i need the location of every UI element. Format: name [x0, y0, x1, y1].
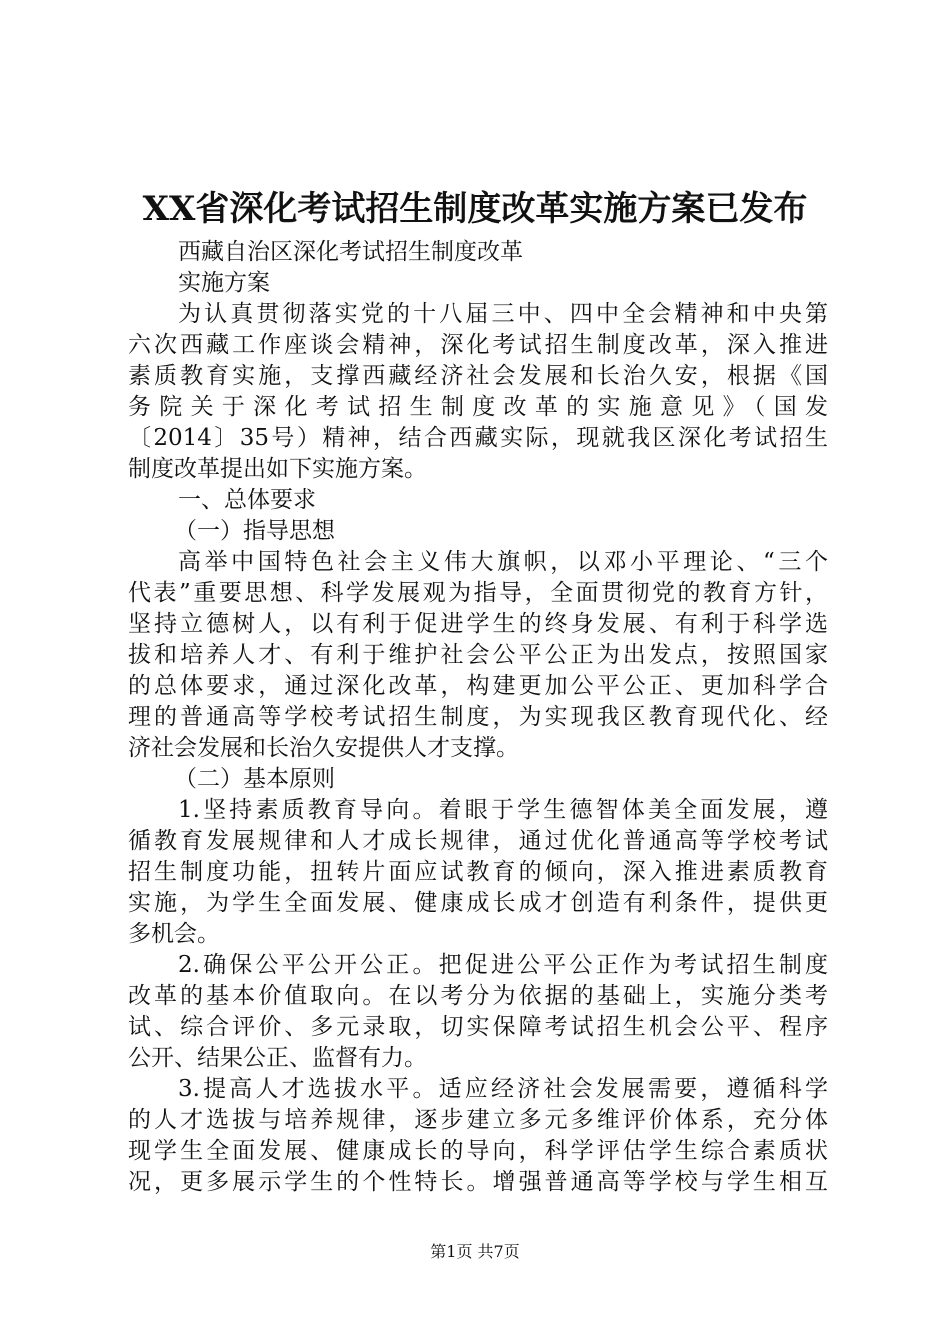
paragraph-line: 2.确保公平公开公正。把促进公平公正作为考试招生制度 [178, 952, 828, 978]
paragraph-line: 六次西藏工作座谈会精神，深化考试招生制度改革，深入推进 [128, 332, 828, 358]
paragraph-line: 制度改革提出如下实施方案。 [128, 456, 427, 482]
paragraph-line: 〔2014〕35号）精神，结合西藏实际，现就我区深化考试招生 [128, 425, 828, 451]
paragraph-line: 的总体要求，通过深化改革，构建更加公平公正、更加科学合 [128, 673, 828, 699]
paragraph-line: 坚持立德树人，以有利于促进学生的终身发展、有利于科学选 [128, 611, 828, 637]
paragraph-line: 为认真贯彻落实党的十八届三中、四中全会精神和中央第 [178, 301, 828, 327]
subtitle-line: 实施方案 [178, 270, 270, 296]
paragraph-line: 多机会。 [128, 921, 220, 947]
paragraph-line: 3.提高人才选拔水平。适应经济社会发展需要，遵循科学 [178, 1076, 828, 1102]
paragraph-line: 务院关于深化考试招生制度改革的实施意见》（国发 [128, 394, 828, 420]
subsection-heading: （二）基本原则 [174, 766, 335, 792]
paragraph-line: 循教育发展规律和人才成长规律，通过优化普通高等学校考试 [128, 828, 828, 854]
document-title: XX省深化考试招生制度改革实施方案已发布 [142, 189, 808, 229]
subsection-heading: （一）指导思想 [174, 518, 335, 544]
paragraph-line: 实施，为学生全面发展、健康成长成才创造有利条件，提供更 [128, 890, 828, 916]
paragraph-line: 况，更多展示学生的个性特长。增强普通高等学校与学生相互 [128, 1169, 828, 1195]
paragraph-line: 素质教育实施，支撑西藏经济社会发展和长治久安，根据《国 [128, 363, 828, 389]
paragraph-line: 理的普通高等学校考试招生制度，为实现我区教育现代化、经 [128, 704, 828, 730]
paragraph-line: 济社会发展和长治久安提供人才支撑。 [128, 735, 519, 761]
paragraph-line: 招生制度功能，扭转片面应试教育的倾向，深入推进素质教育 [128, 859, 828, 885]
paragraph-line: 拔和培养人才、有利于维护社会公平公正为出发点，按照国家 [128, 642, 828, 668]
subtitle-line: 西藏自治区深化考试招生制度改革 [178, 239, 523, 265]
paragraph-line: 代表”重要思想、科学发展观为指导，全面贯彻党的教育方针， [128, 580, 828, 606]
paragraph-line: 公开、结果公正、监督有力。 [128, 1045, 427, 1071]
paragraph-line: 的人才选拔与培养规律，逐步建立多元多维评价体系，充分体 [128, 1107, 828, 1133]
paragraph-line: 试、综合评价、多元录取，切实保障考试招生机会公平、程序 [128, 1014, 828, 1040]
paragraph-line: 现学生全面发展、健康成长的导向，科学评估学生综合素质状 [128, 1138, 828, 1164]
section-heading: 一、总体要求 [178, 487, 316, 513]
paragraph-line: 1.坚持素质教育导向。着眼于学生德智体美全面发展，遵 [178, 797, 828, 823]
page-number-footer: 第1页 共7页 [430, 1242, 520, 1261]
document-body [128, 237, 828, 1198]
paragraph-line: 高举中国特色社会主义伟大旗帜，以邓小平理论、“三个 [178, 549, 828, 575]
paragraph-line: 改革的基本价值取向。在以考分为依据的基础上，实施分类考 [128, 983, 828, 1009]
